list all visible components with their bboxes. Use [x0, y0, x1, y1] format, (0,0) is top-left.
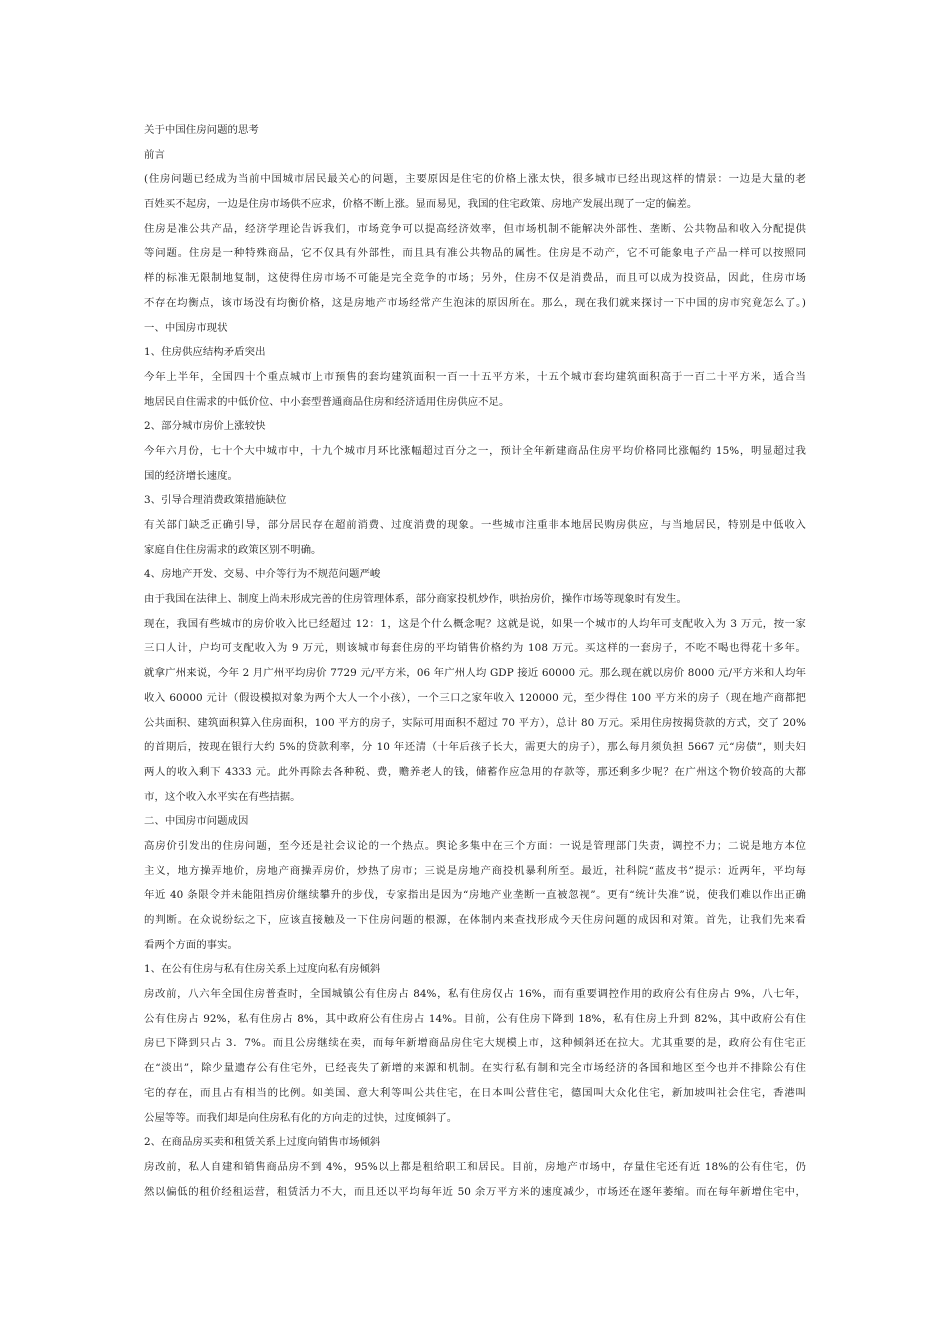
text-line: 房改前，私人自建和销售商品房不到 4%，95%以上都是租给职工和居民。目前，房地产市场中，存量住宅还有近 18%的公有住宅，仍 — [144, 1160, 806, 1173]
text-line: 就拿广州来说，今年 2 月广州平均房价 7729 元/平方米，06 年广州人均 GDP 接近 60000 元。那么现在就以房价 8000 元/平方米和人均年 — [144, 667, 806, 680]
text-line: 等问题。住房是一种特殊商品，它不仅具有外部性，而且具有准公共物品的属性。住房是不动产，它不可能象电子产品一样可以按照同 — [144, 247, 806, 260]
text-line: 4、房地产开发、交易、中介等行为不规范问题严峻 — [144, 568, 381, 581]
text-line: 公有住房占 92%，私有住房占 8%，其中政府公有住房占 14%。目前，公有住房下降到 18%，私有住房上升到 82%，其中政府公有住 — [144, 1012, 806, 1025]
text-line: 三口人计，户均可支配收入为 9 万元，则该城市每套住房的平均销售价格约为 108 万元。买这样的一套房子，不吃不喝也得花十多年。 — [144, 642, 806, 655]
text-line: 今年上半年，全国四十个重点城市上市预售的套均建筑面积一百一十五平方米，十五个城市套均建筑面积高于一百二十平方米，适合当 — [144, 370, 806, 383]
text-line: 收入 60000 元计（假设模拟对象为两个大人一个小孩），一个三口之家年收入 120000 元，至少得住 100 平方米的房子（现在地产商都把 — [144, 691, 806, 704]
text-line: 的判断。在众说纷纭之下，应该直接触及一下住房问题的根源，在体制内来查找形成今天住房问题的成因和对策。首先，让我们先来看 — [144, 914, 806, 926]
text-line: 宅的存在，而且占有相当的比例。如美国、意大利等叫公共住宅，在日本叫公营住宅，德国叫大众化住宅，新加坡叫社会住宅，香港叫 — [144, 1086, 806, 1099]
text-line: 现在，我国有些城市的房价收入比已经超过 12：1，这是个什么概念呢？这就是说，如果一个城市的人均年可支配收入为 3 万元，按一家 — [144, 617, 806, 630]
text-line: 在“淡出”，除少量遗存公有住宅外，已经丧失了新增的来源和机制。在实行私有制和完全市场经济的各国和地区至今也并不排除公有住 — [144, 1062, 806, 1075]
text-line: 住房是准公共产品，经济学理论告诉我们，市场竞争可以提高经济效率，但市场机制不能解决外部性、垄断、公共物品和收入分配提供 — [144, 222, 806, 235]
text-line: 房改前，八六年全国住房普查时，全国城镇公有住房占 84%，私有住房仅占 16%，而有重要调控作用的政府公有住房占 9%，八七年， — [144, 988, 806, 1001]
text-line: 市，这个收入水平实在有些拮据。 — [144, 790, 301, 803]
text-line: 一、中国房市现状 — [144, 321, 228, 334]
text-line: 1、在公有住房与私有住房关系上过度向私有房倾斜 — [144, 963, 381, 976]
text-line: 关于中国住房问题的思考 — [144, 124, 259, 136]
text-line: 国的经济增长速度。 — [144, 469, 238, 482]
text-line: 前言 — [144, 148, 165, 161]
text-line: 2、在商品房买卖和租赁关系上过度向销售市场倾斜 — [144, 1136, 381, 1149]
text-line: 由于我国在法律上、制度上尚未形成完善的住房管理体系，部分商家投机炒作，哄抬房价，操作市场等现象时有发生。 — [144, 593, 687, 606]
text-line: 样的标准无限制地复制，这使得住房市场不可能是完全竞争的市场；另外，住房不仅是消费品，而且可以成为投资品，因此，住房市场 — [144, 272, 806, 285]
text-line: 然以偏低的租价经租运营，租赁活力不大，而且还以平均每年近 50 余万平方米的速度减少，市场还在逐年萎缩。而在每年新增住宅中， — [144, 1185, 806, 1198]
text-line: 公共面积、建筑面积算入住房面积，100 平方的房子，实际可用面积不超过 70 平方），总计 80 万元。采用住房按揭贷款的方式，交了 20% — [144, 716, 806, 729]
text-line: 家庭自住住房需求的政策区别不明确。 — [144, 543, 322, 556]
text-line: 3、引导合理消费政策措施缺位 — [144, 494, 287, 507]
text-line: 看两个方面的事实。 — [144, 938, 238, 951]
text-line: 2、部分城市房价上涨较快 — [144, 420, 266, 433]
text-line: (住房问题已经成为当前中国城市居民最关心的问题，主要原因是住宅的价格上涨太快，很多城市已经出现这样的情景：一边是大量的老 — [144, 173, 806, 186]
text-line: 公屋等等。而我们却是向住房私有化的方向走的过快，过度倾斜了。 — [144, 1111, 458, 1124]
text-line: 不存在均衡点，该市场没有均衡价格，这是房地产市场经常产生泡沫的原因所在。那么，现在我们就来探讨一下中国的房市究竟怎么了。) — [144, 296, 806, 309]
text-line: 1、住房供应结构矛盾突出 — [144, 346, 266, 359]
text-line: 今年六月份，七十个大中城市中，十九个城市月环比涨幅超过百分之一，预计全年新建商品住房平均价格同比涨幅约 15%，明显超过我 — [144, 444, 806, 457]
text-line: 百姓买不起房，一边是住房市场供不应求，价格不断上涨。显而易见，我国的住宅政策、房地产发展出现了一定的偏差。 — [144, 198, 698, 211]
text-line: 主义，地方操弄地价，房地产商操弄房价，炒热了房市；三说是房地产商投机暴利所至。最近，社科院“蓝皮书”提示：近两年，平均每 — [144, 864, 806, 877]
text-line: 房已下降到只占 3．7%。而且公房继续在卖，而每年新增商品房住宅大规模上市，这种倾斜还在拉大。尤其重要的是，政府公有住宅正 — [144, 1037, 806, 1050]
text-line: 有关部门缺乏正确引导，部分居民存在超前消费、过度消费的现象。一些城市注重非本地居民购房供应，与当地居民，特别是中低收入 — [144, 519, 806, 531]
text-line: 高房价引发出的住房问题，至今还是社会议论的一个热点。舆论多集中在三个方面：一说是管理部门失责，调控不力；二说是地方本位 — [144, 839, 806, 852]
text-line: 二、中国房市问题成因 — [144, 815, 249, 828]
text-line: 两人的收入剩下 4333 元。此外再除去各种税、费，赡养老人的钱，储蓄作应急用的存款等，那还剩多少呢？在广州这个物价较高的大都 — [144, 765, 806, 778]
text-line: 年近 40 条限令并未能阻挡房价继续攀升的步伐，专家指出是因为“房地产业垄断一直被忽视”。更有“统计失准”说，使我们难以作出正确 — [144, 889, 806, 902]
text-line: 的首期后，按现在银行大约 5%的贷款利率，分 10 年还清（十年后孩子长大，需更大的房子），那么每月须负担 5667 元“房债”，则夫妇 — [144, 741, 806, 754]
text-line: 地居民自住需求的中低价位、中小套型普通商品住房和经济适用住房供应不足。 — [144, 395, 510, 408]
document-page — [144, 124, 806, 1210]
